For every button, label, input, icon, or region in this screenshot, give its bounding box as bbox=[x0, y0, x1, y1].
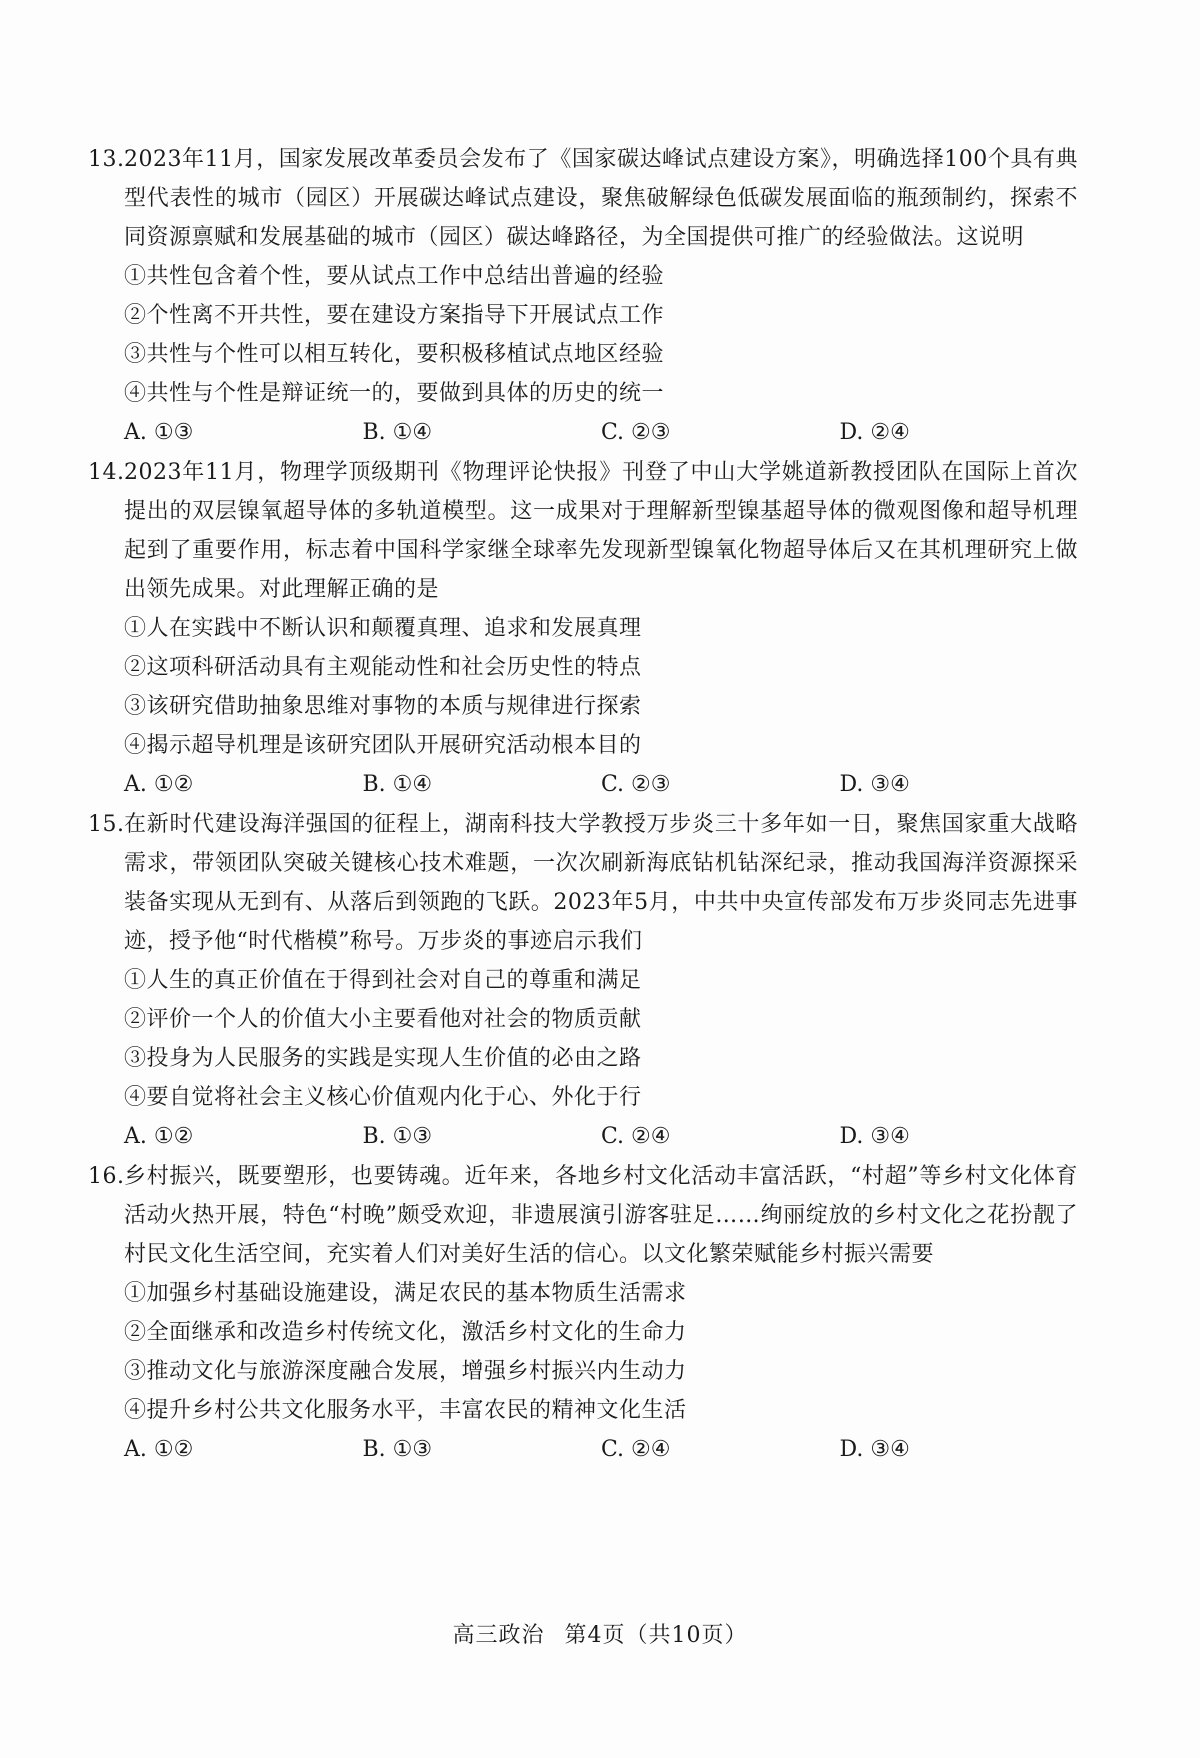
statement-1: ①人生的真正价值在于得到社会对自己的尊重和满足 bbox=[124, 968, 642, 993]
question-text: 2023年11月，国家发展改革委员会发布了《国家碳达峰试点建设方案》，明确选择100个具有典型代表性的城市（园区）开展碳达峰试点建设，聚焦破解绿色低碳发展面临的瓶颈制约，探索不同资源禀赋和发展基础的城市（园区）碳达峰路径，为全国提供可推广的经验做法。这说明 bbox=[124, 147, 1078, 250]
question-16 bbox=[88, 1157, 1078, 1470]
statement-1: ①共性包含着个性，要从试点工作中总结出普遍的经验 bbox=[124, 264, 665, 289]
page-footer bbox=[0, 1618, 1200, 1649]
statement-3: ③共性与个性可以相互转化，要积极移植试点地区经验 bbox=[124, 342, 665, 367]
choice-b: B. ①③ bbox=[362, 1437, 433, 1462]
choice-c: C. ②④ bbox=[601, 1437, 671, 1462]
statement-2: ②这项科研活动具有主观能动性和社会历史性的特点 bbox=[124, 655, 642, 680]
choice-c: C. ②③ bbox=[601, 420, 671, 445]
statement-4: ④共性与个性是辩证统一的，要做到具体的历史的统一 bbox=[124, 381, 665, 406]
statement-1: ①加强乡村基础设施建设，满足农民的基本物质生活需求 bbox=[124, 1281, 687, 1306]
question-stem bbox=[88, 1157, 1078, 1274]
choice-d: D. ③④ bbox=[839, 1124, 910, 1149]
question-stem bbox=[88, 805, 1078, 961]
statement-2: ②评价一个人的价值大小主要看他对社会的物质贡献 bbox=[124, 1007, 642, 1032]
question-stem bbox=[88, 140, 1078, 257]
choice-d: D. ③④ bbox=[839, 772, 910, 797]
question-text: 2023年11月，物理学顶级期刊《物理评论快报》刊登了中山大学姚道新教授团队在国际上首次提出的双层镍氧超导体的多轨道模型。这一成果对于理解新型镍基超导体的微观图像和超导机理起到了重要作用，标志着中国科学家继全球率先发现新型镍氧化物超导体后又在其机理研究上做出领先成果。对此理解正确的是 bbox=[124, 460, 1078, 602]
statement-1: ①人在实践中不断认识和颠覆真理、追求和发展真理 bbox=[124, 616, 642, 641]
choice-b: B. ①④ bbox=[362, 772, 433, 797]
choice-a: A. ①③ bbox=[124, 420, 194, 445]
question-15 bbox=[88, 805, 1078, 1157]
choice-a: A. ①② bbox=[124, 1124, 194, 1149]
question-14 bbox=[88, 453, 1078, 805]
choice-c: C. ②③ bbox=[601, 772, 671, 797]
question-number: 13. bbox=[88, 147, 125, 172]
answer-choices bbox=[88, 1117, 1078, 1157]
question-text: 乡村振兴，既要塑形，也要铸魂。近年来，各地乡村文化活动丰富活跃，“村超”等乡村文化体育活动火热开展，特色“村晚”颇受欢迎，非遗展演引游客驻足……绚丽绽放的乡村文化之花扮靓了村民文化生活空间，充实着人们对美好生活的信心。以文化繁荣赋能乡村振兴需要 bbox=[124, 1164, 1078, 1267]
question-number: 16. bbox=[88, 1164, 125, 1189]
statement-3: ③该研究借助抽象思维对事物的本质与规律进行探索 bbox=[124, 694, 642, 719]
statement-4: ④要自觉将社会主义核心价值观内化于心、外化于行 bbox=[124, 1085, 642, 1110]
question-stem bbox=[88, 453, 1078, 609]
answer-choices bbox=[88, 765, 1078, 805]
choice-b: B. ①④ bbox=[362, 420, 433, 445]
statement-4: ④揭示超导机理是该研究团队开展研究活动根本目的 bbox=[124, 733, 642, 758]
question-number: 15. bbox=[88, 812, 125, 837]
statement-3: ③投身为人民服务的实践是实现人生价值的必由之路 bbox=[124, 1046, 642, 1071]
questions-container bbox=[88, 140, 1078, 1470]
choice-c: C. ②④ bbox=[601, 1124, 671, 1149]
statement-2: ②全面继承和改造乡村传统文化，激活乡村文化的生命力 bbox=[124, 1320, 687, 1345]
question-text: 在新时代建设海洋强国的征程上，湖南科技大学教授万步炎三十多年如一日，聚焦国家重大战略需求，带领团队突破关键核心技术难题，一次次刷新海底钻机钻深纪录，推动我国海洋资源探采装备实现从无到有、从落后到领跑的飞跃。2023年5月，中共中央宣传部发布万步炎同志先进事迹，授予他“时代楷模”称号。万步炎的事迹启示我们 bbox=[124, 812, 1078, 954]
choice-d: D. ②④ bbox=[839, 420, 910, 445]
footer-page-number: 第4页（共10页） bbox=[564, 1623, 748, 1648]
question-13 bbox=[88, 140, 1078, 453]
statement-2: ②个性离不开共性，要在建设方案指导下开展试点工作 bbox=[124, 303, 665, 328]
statement-4: ④提升乡村公共文化服务水平，丰富农民的精神文化生活 bbox=[124, 1398, 687, 1423]
choice-b: B. ①③ bbox=[362, 1124, 433, 1149]
question-number: 14. bbox=[88, 460, 125, 485]
choice-d: D. ③④ bbox=[839, 1437, 910, 1462]
footer-subject: 高三政治 bbox=[452, 1623, 545, 1648]
statement-3: ③推动文化与旅游深度融合发展，增强乡村振兴内生动力 bbox=[124, 1359, 687, 1384]
choice-a: A. ①② bbox=[124, 772, 194, 797]
choice-a: A. ①② bbox=[124, 1437, 194, 1462]
answer-choices bbox=[88, 1430, 1078, 1470]
answer-choices bbox=[88, 413, 1078, 453]
